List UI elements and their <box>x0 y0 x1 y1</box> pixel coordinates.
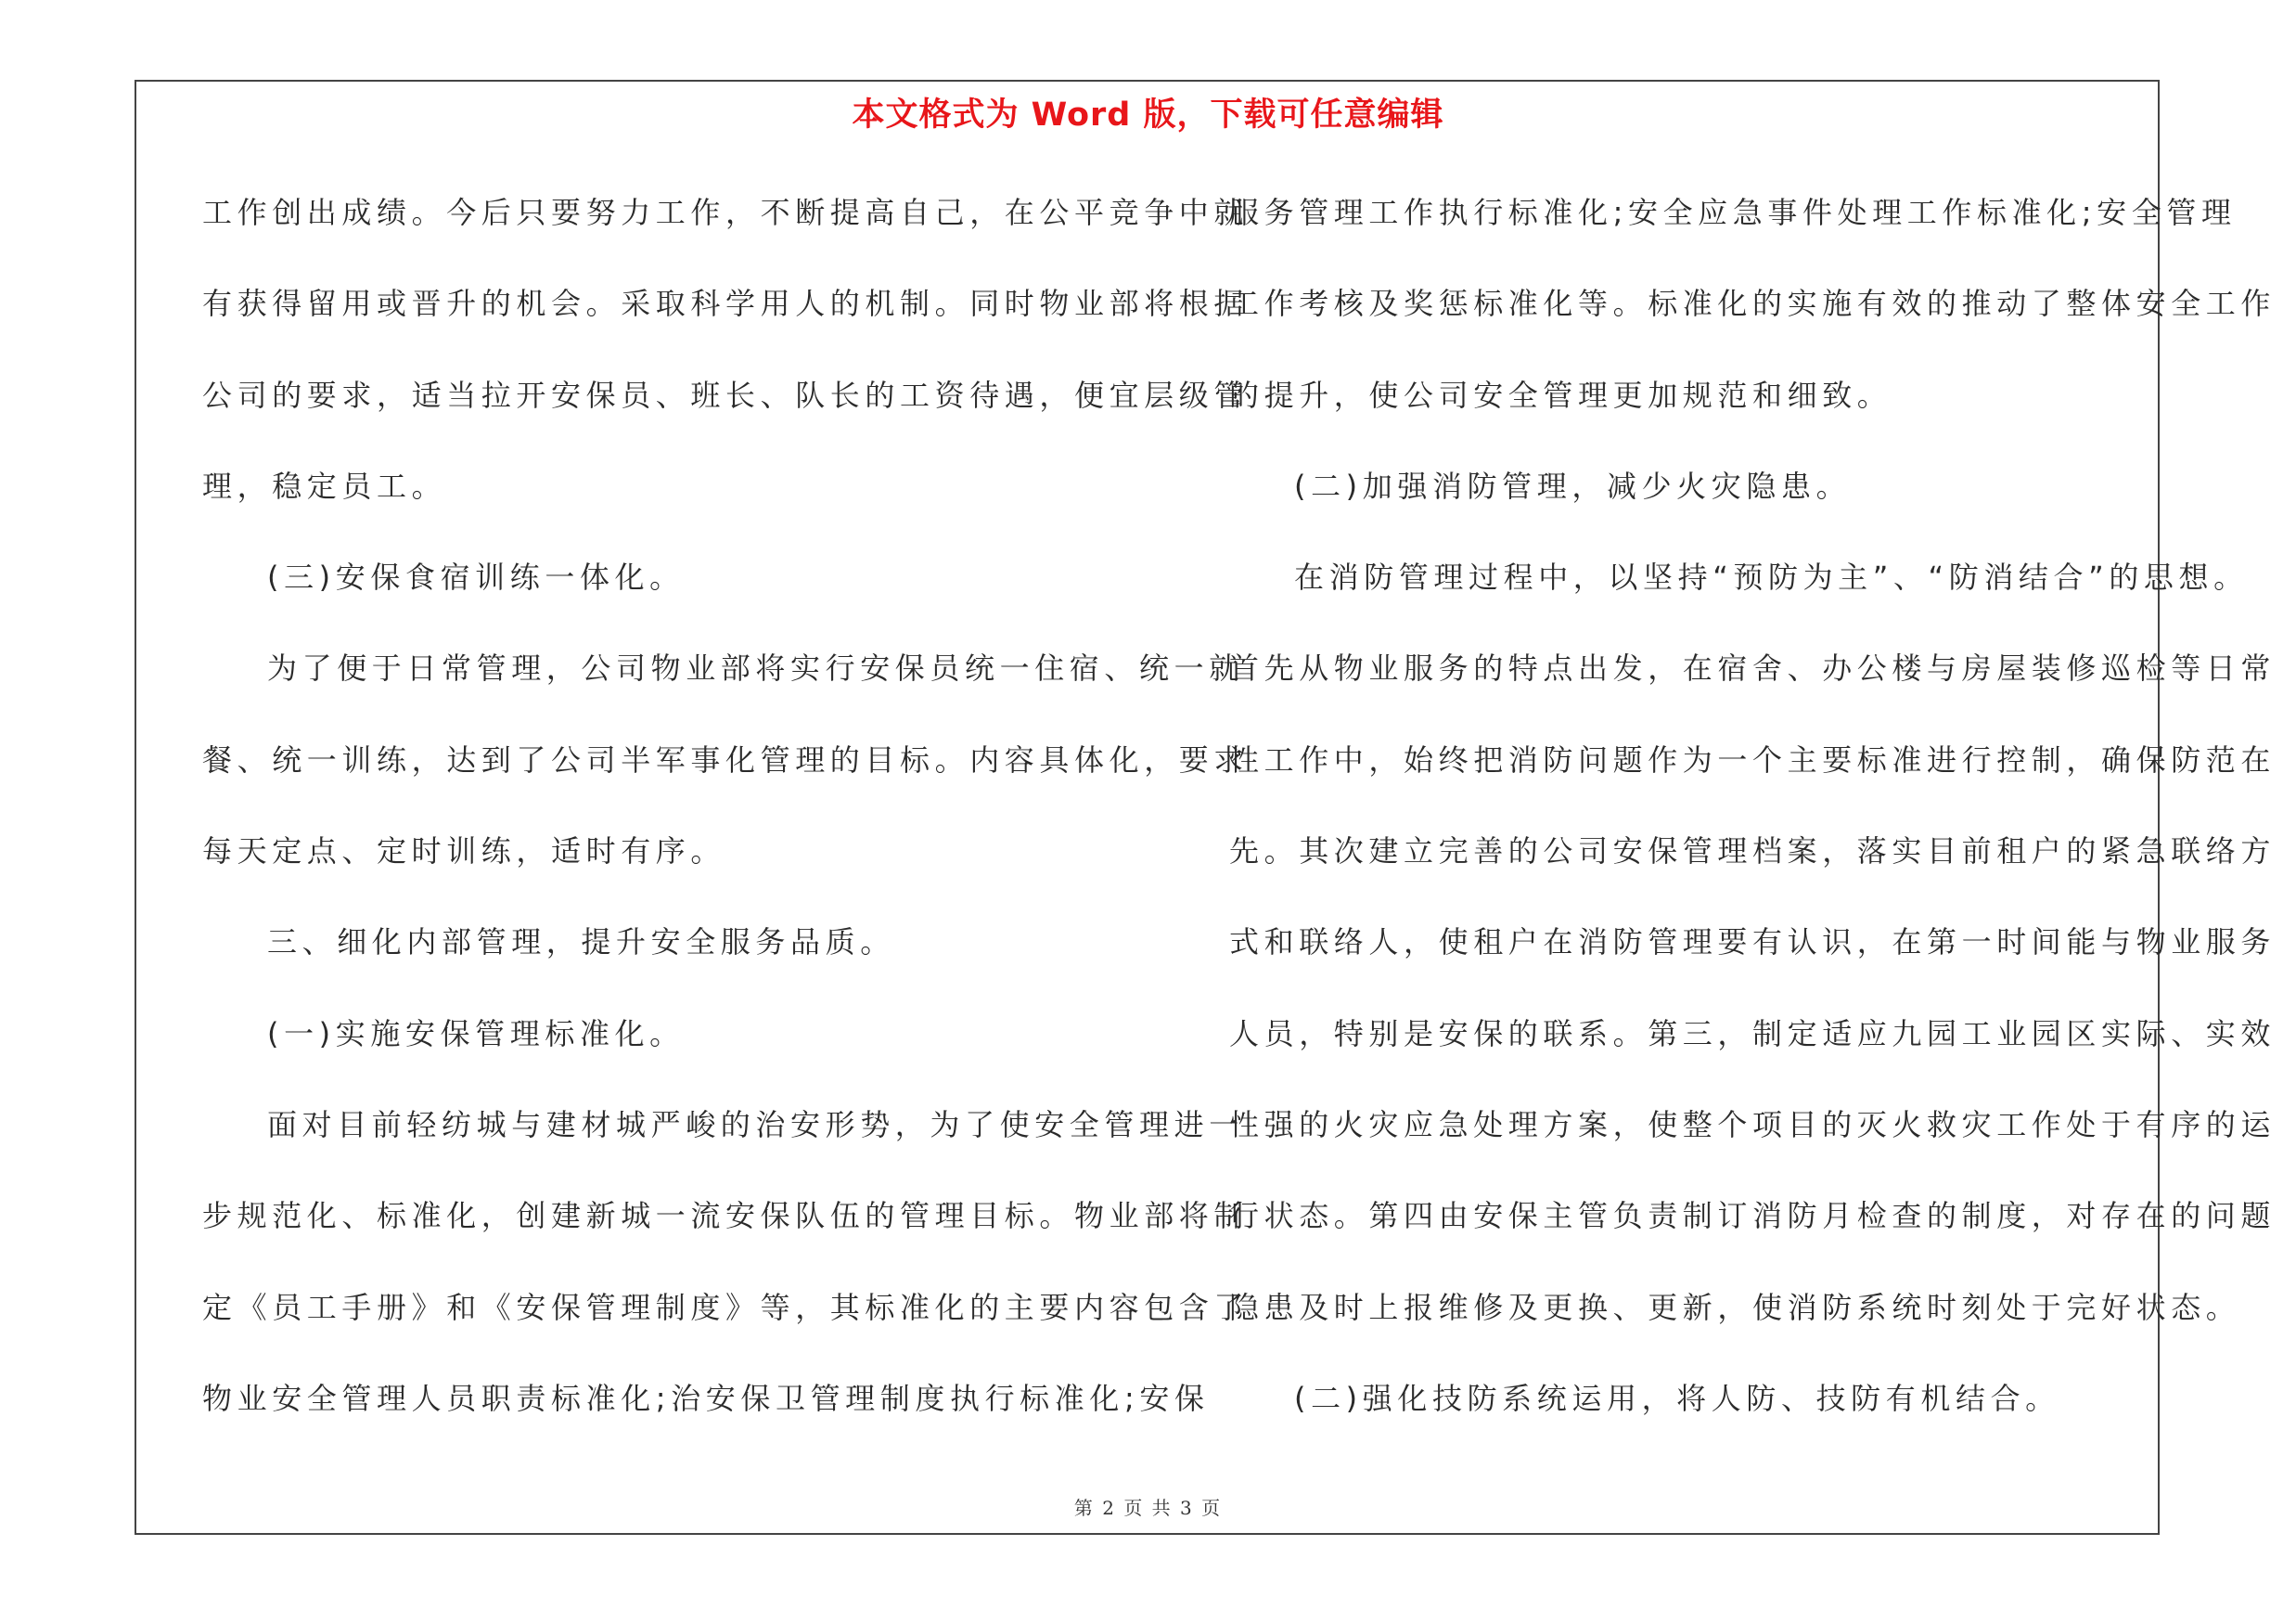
text-line: 工作创出成绩。今后只要努力工作，不断提高自己，在公平竞争中就 <box>202 195 1250 230</box>
text-line: 餐、统一训练，达到了公司半军事化管理的目标。内容具体化，要求 <box>202 741 1250 778</box>
text-line: 服务管理工作执行标准化;安全应急事件处理工作标准化;安全管理 <box>1229 195 2237 230</box>
text-line: 隐患及时上报维修及更换、更新，使消防系统时刻处于完好状态。 <box>1229 1289 2241 1325</box>
text-line: 人员，特别是安保的联系。第三，制定适应九园工业园区实际、实效 <box>1229 1015 2277 1051</box>
text-line: 在消防管理过程中，以坚持“预防为主”、“防消结合”的思想。 <box>1294 560 2249 596</box>
text-line: 工作考核及奖惩标准化等。标准化的实施有效的推动了整体安全工作 <box>1229 286 2277 322</box>
text-line: (二)强化技防系统运用，将人防、技防有机结合。 <box>1294 1380 2060 1416</box>
text-line: 三、细化内部管理，提升安全服务品质。 <box>267 924 895 960</box>
text-line: 首先从物业服务的特点出发，在宿舍、办公楼与房屋装修巡检等日常 <box>1229 650 2277 687</box>
page-number: 第 2 页 共 3 页 <box>1073 1497 1223 1519</box>
text-line: 行状态。第四由安保主管负责制订消防月检查的制度，对存在的问题 <box>1229 1198 2277 1234</box>
text-line: (一)实施安保管理标准化。 <box>267 1015 685 1051</box>
text-line: 物业安全管理人员职责标准化;治安保卫管理制度执行标准化;安保 <box>202 1380 1210 1416</box>
text-line: 每天定点、定时训练，适时有序。 <box>202 833 726 869</box>
text-line: 性工作中，始终把消防问题作为一个主要标准进行控制，确保防范在 <box>1229 741 2277 778</box>
text-line: 步规范化、标准化，创建新城一流安保队伍的管理目标。物业部将制 <box>202 1198 1250 1234</box>
text-line: 理，稳定员工。 <box>202 468 447 504</box>
text-line: 先。其次建立完善的公司安保管理档案，落实目前租户的紧急联络方 <box>1229 833 2277 869</box>
text-line: 为了便于日常管理，公司物业部将实行安保员统一住宿、统一就 <box>267 650 1244 687</box>
text-line: 有获得留用或晋升的机会。采取科学用人的机制。同时物业部将根据 <box>202 286 1250 322</box>
text-line: 性强的火灾应急处理方案，使整个项目的灭火救灾工作处于有序的运 <box>1229 1106 2277 1142</box>
text-line: 面对目前轻纺城与建材城严峻的治安形势，为了使安全管理进一 <box>267 1106 1244 1142</box>
right-text-column <box>1229 186 2277 1462</box>
text-line: 的提升，使公司安全管理更加规范和细致。 <box>1229 377 1892 413</box>
text-line: 公司的要求，适当拉开安保员、班长、队长的工资待遇，便宜层级管 <box>202 377 1250 413</box>
word-format-banner: 本文格式为 Word 版，下载可任意编辑 <box>852 97 1444 134</box>
text-line: (二)加强消防管理，减少火灾隐患。 <box>1294 468 1852 504</box>
text-line: 式和联络人，使租户在消防管理要有认识，在第一时间能与物业服务 <box>1229 924 2277 960</box>
text-line: (三)安保食宿训练一体化。 <box>267 560 685 596</box>
text-line: 定《员工手册》和《安保管理制度》等，其标准化的主要内容包含了 <box>202 1289 1250 1325</box>
left-text-column <box>202 186 1250 1462</box>
